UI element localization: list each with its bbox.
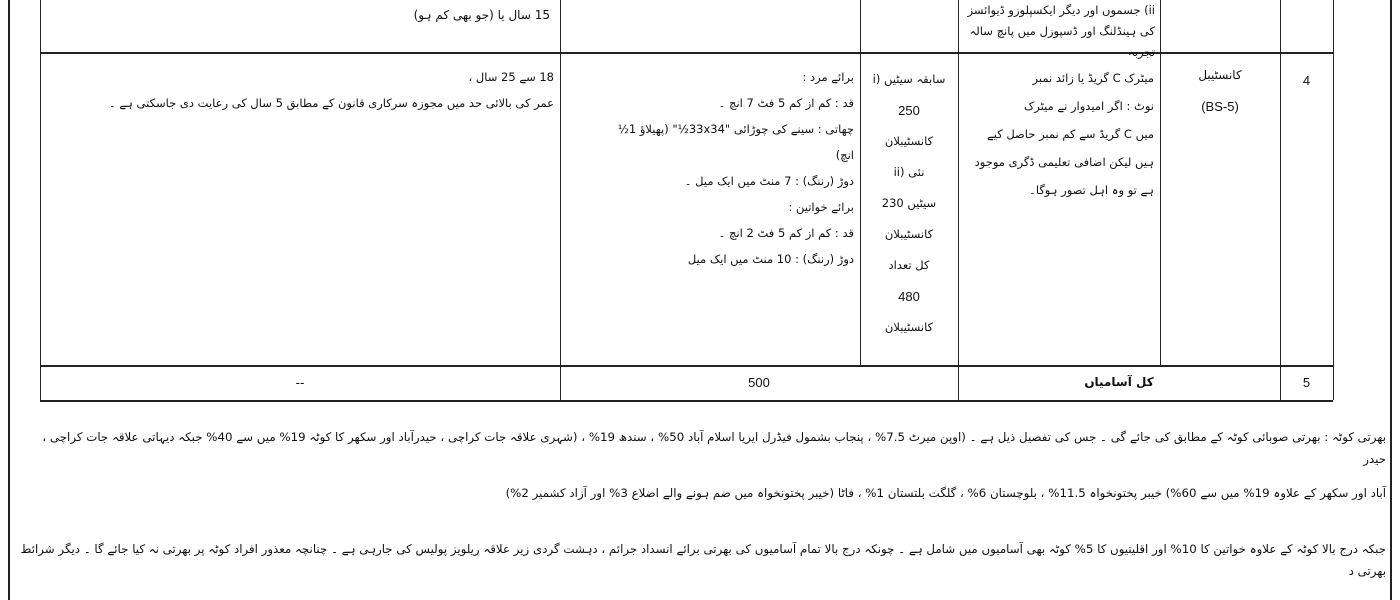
row4-vac-line: کانسٹیبلان <box>884 320 934 334</box>
row4-vacancies-cell <box>862 64 956 343</box>
row4-post-cell <box>1160 64 1280 118</box>
row4-phys-line: قد : کم از کم 5 فٹ 7 انچ ۔ <box>718 96 854 110</box>
row-line-mid <box>40 365 1333 367</box>
row4-vac-line: ii) نئی <box>893 165 925 179</box>
quota-paragraph-line3: جبکہ درج بالا کوٹہ کے علاوہ خواتین کا 10% اور اقلیتیوں کا 5% کوٹہ بھی آسامیوں میں شامل ہے ۔ چونکہ درج بالا تمام آسامیوں کی بھرتی برائے انسداد جرائم ، دہشت گردی زیر علاقہ ریلویز پولیس کی جارہی ہے ۔ چنانچہ معذور افراد کوٹہ پر بھرتی نہ کیا جائے گا ۔ دیگر شرائط بھرتی د <box>20 542 1386 578</box>
row4-qual-line: ہیں لیکن اضافی تعلیمی ڈگری موجود <box>974 155 1154 169</box>
row4-vac-line: سیٹیں 230 <box>881 196 937 210</box>
col-line-6 <box>1280 0 1281 400</box>
row4-vac-line: کل تعداد <box>888 258 930 272</box>
row4-vac-line: کانسٹیبلان <box>884 134 934 148</box>
row4-vac-line: i) سابقہ سیٹیں <box>872 72 946 86</box>
row5-label: کل آسامیاں <box>1084 375 1154 389</box>
row4-qual-line: نوٹ : اگر امیدوار نے میٹرک <box>1024 99 1154 113</box>
row4-qual-line: میں C گریڈ سے کم نمبر حاصل کیے <box>986 127 1154 141</box>
quota-paragraph-line1: بھرتی کوٹہ : بھرتی صوبائی کوٹہ کے مطابق کی جائے گی ۔ جس کی تفصیل ذیل ہے ۔ (اوپن میرٹ 7.5% ، پنجاب بشمول فیڈرل ایریا اسلام آباد 50% ، سندھ 19% ، (شہری علاقہ جات کراچی ، حیدرآباد اور سکھر کا کوٹہ 19% میں سے 40% جبکہ دیہاتی علاقہ جات کراچی ، حیدر <box>42 430 1386 466</box>
col-line-3 <box>860 0 861 365</box>
row4-post: کانسٹیبل <box>1198 68 1242 82</box>
row4-phys-line: برائے مرد : <box>802 70 854 84</box>
top-age-text: 15 سال یا (جو بھی کم ہو) <box>413 8 550 22</box>
row4-phys-line: دوڑ (رننگ) : 10 منٹ میں ایک میل <box>687 252 854 266</box>
row-line-bottom <box>40 400 1333 402</box>
top-qual-cell <box>963 0 1155 63</box>
row4-physical-cell <box>566 64 854 272</box>
row5-total: 500 <box>748 375 770 390</box>
col-line-5 <box>1160 0 1161 365</box>
row4-vac-line: 250 <box>898 103 920 118</box>
row4-phys-line: دوڑ (رننگ) : 7 منٹ میں ایک میل ۔ <box>684 174 854 188</box>
row4-serial: 4 <box>1302 73 1311 88</box>
row4-phys-line: برائے خواتین : <box>788 200 854 214</box>
row5-serial: 5 <box>1302 375 1311 390</box>
row4-phys-line: قد : کم از کم 5 فٹ 2 انچ ۔ <box>718 226 854 240</box>
row4-phys-line: چھاتی : سینے کی چوڑائی "33x34½" (پھیلاؤ 1½ <box>617 122 854 136</box>
quota-paragraph-line2: آباد اور سکھر کے علاوہ 19% میں سے 60%) خیبر پختونخواہ 11.5% ، بلوچستان 6% ، گلگت بلتستان 1% ، فاٹا (خیبر پختونخواہ میں ضم ہونے والے اضلاع 3% اور آزاد کشمیر 2%) <box>505 486 1386 500</box>
row4-age-cell <box>46 64 554 116</box>
top-age-cell <box>300 4 550 26</box>
row5-dash: -- <box>295 375 305 390</box>
top-qual-line2: کی ہینڈلنگ اور ڈسپوزل میں پانچ سالہ تجربہ <box>969 24 1155 59</box>
row4-age-line: 18 سے 25 سال ، <box>468 70 554 84</box>
row4-scale: (BS-5) <box>1201 99 1239 114</box>
row4-vac-line: 480 <box>898 289 920 304</box>
row4-vac-line: کانسٹیبلان <box>884 227 934 241</box>
col-line-2 <box>560 0 561 400</box>
row4-qual-line: میٹرک C گریڈ یا زائد نمبر <box>1032 71 1154 85</box>
top-qual-line1: ii) جسموں اور دیگر ایکسپلوزو ڈیوائسز <box>967 3 1155 17</box>
col-line-7 <box>1333 0 1334 400</box>
row4-qualification-cell <box>962 64 1154 204</box>
col-line-4 <box>958 0 959 400</box>
row4-phys-line: انچ) <box>835 148 854 162</box>
row4-qual-line: ہے تو وہ اہل تصور ہوگا۔ <box>1029 183 1154 197</box>
row4-age-line: عمر کی بالائی حد میں مجوزہ سرکاری قانون کے مطابق 5 سال کی رعایت دی جاسکتی ہے ۔ <box>109 96 554 110</box>
col-line-1 <box>40 0 41 400</box>
